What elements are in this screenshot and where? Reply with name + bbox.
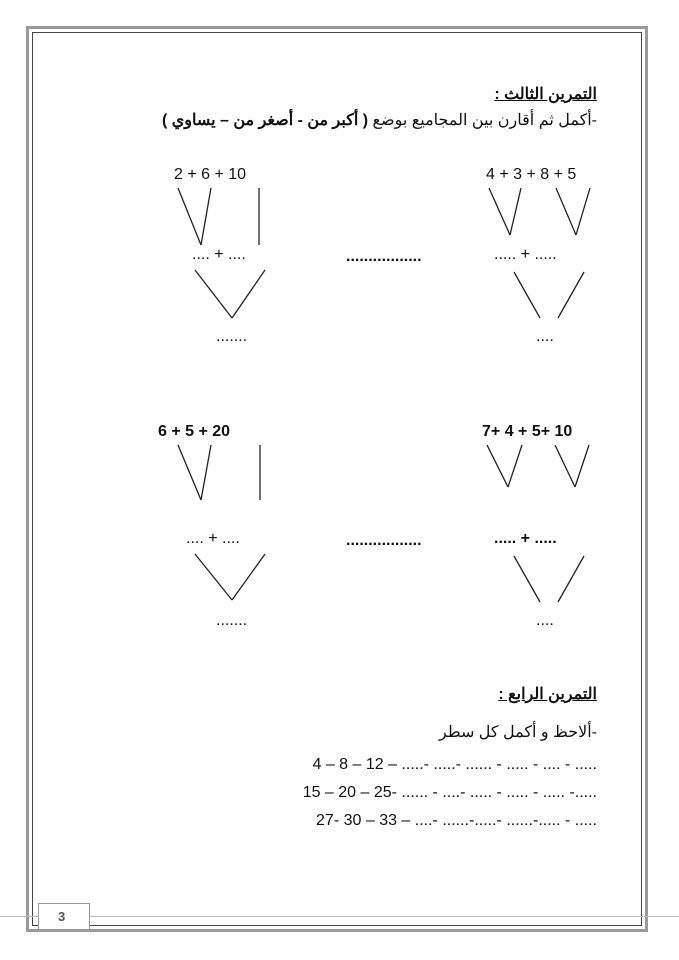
p1-left-partial-sums: .... + ....	[192, 246, 246, 263]
p1-right-expression: 4 + 3 + 8 + 5	[486, 166, 577, 183]
page-number: 3	[58, 909, 66, 924]
instruction-choices: ( أكبر من - أصغر من – يساوي )	[161, 112, 369, 129]
bond-line	[558, 556, 584, 602]
footer-rule	[0, 916, 679, 917]
p1-right-total: ....	[536, 328, 554, 345]
bond-line	[487, 445, 508, 487]
bond-line	[510, 188, 521, 235]
bond-line	[575, 445, 589, 487]
p2-left-partial-sums: .... + ....	[186, 530, 240, 547]
p2-left-expression: 6 + 5 + 20	[158, 423, 231, 440]
exercise3-title: التمرين الثالث :	[494, 86, 597, 103]
exercise4-instruction: -ألاحظ و أكمل كل سطر	[438, 724, 597, 741]
bond-line	[556, 188, 576, 235]
bond-line	[195, 554, 232, 600]
p1-left-total: .......	[216, 328, 248, 345]
bond-line	[201, 188, 211, 245]
p2-compare-blank: .................	[346, 532, 422, 549]
bond-line	[508, 445, 522, 487]
p2-left-total: .......	[216, 612, 248, 629]
sequence-row-1: 4 – 8 – 12 – .....- .....- ...... - ..... - .... - .....	[312, 756, 597, 773]
p2-right-partial-sums: ..... + .....	[494, 530, 557, 547]
sequence-row-3: 27- 30 – 33 – ....- ......-.....- ......-..... - .....	[316, 812, 597, 829]
bond-line	[555, 445, 575, 487]
exercise4-title: التمرين الرابع :	[498, 686, 597, 703]
p1-compare-blank: .................	[346, 248, 422, 265]
bond-line	[514, 272, 540, 318]
bond-line	[178, 445, 201, 500]
bond-line	[576, 188, 590, 235]
bond-line	[558, 272, 584, 318]
bond-line	[232, 270, 265, 318]
bond-line	[489, 188, 510, 235]
bond-line	[195, 270, 232, 318]
bond-line	[514, 556, 540, 602]
p1-left-expression: 2 + 6 + 10	[174, 166, 247, 183]
instruction-prefix: -أكمل ثم أقارن بين المجاميع بوضع	[372, 112, 597, 129]
bond-line	[232, 554, 265, 600]
sequence-row-2: 15 – 20 – 25- ...... - ....- ..... - ..... - ..... -.....	[302, 784, 597, 801]
p2-right-expression: 7+ 4 + 5+ 10	[482, 423, 573, 440]
bond-line	[201, 445, 211, 500]
p1-right-partial-sums: ..... + .....	[494, 246, 557, 263]
p2-right-total: ....	[536, 612, 554, 629]
bond-line	[178, 188, 201, 245]
